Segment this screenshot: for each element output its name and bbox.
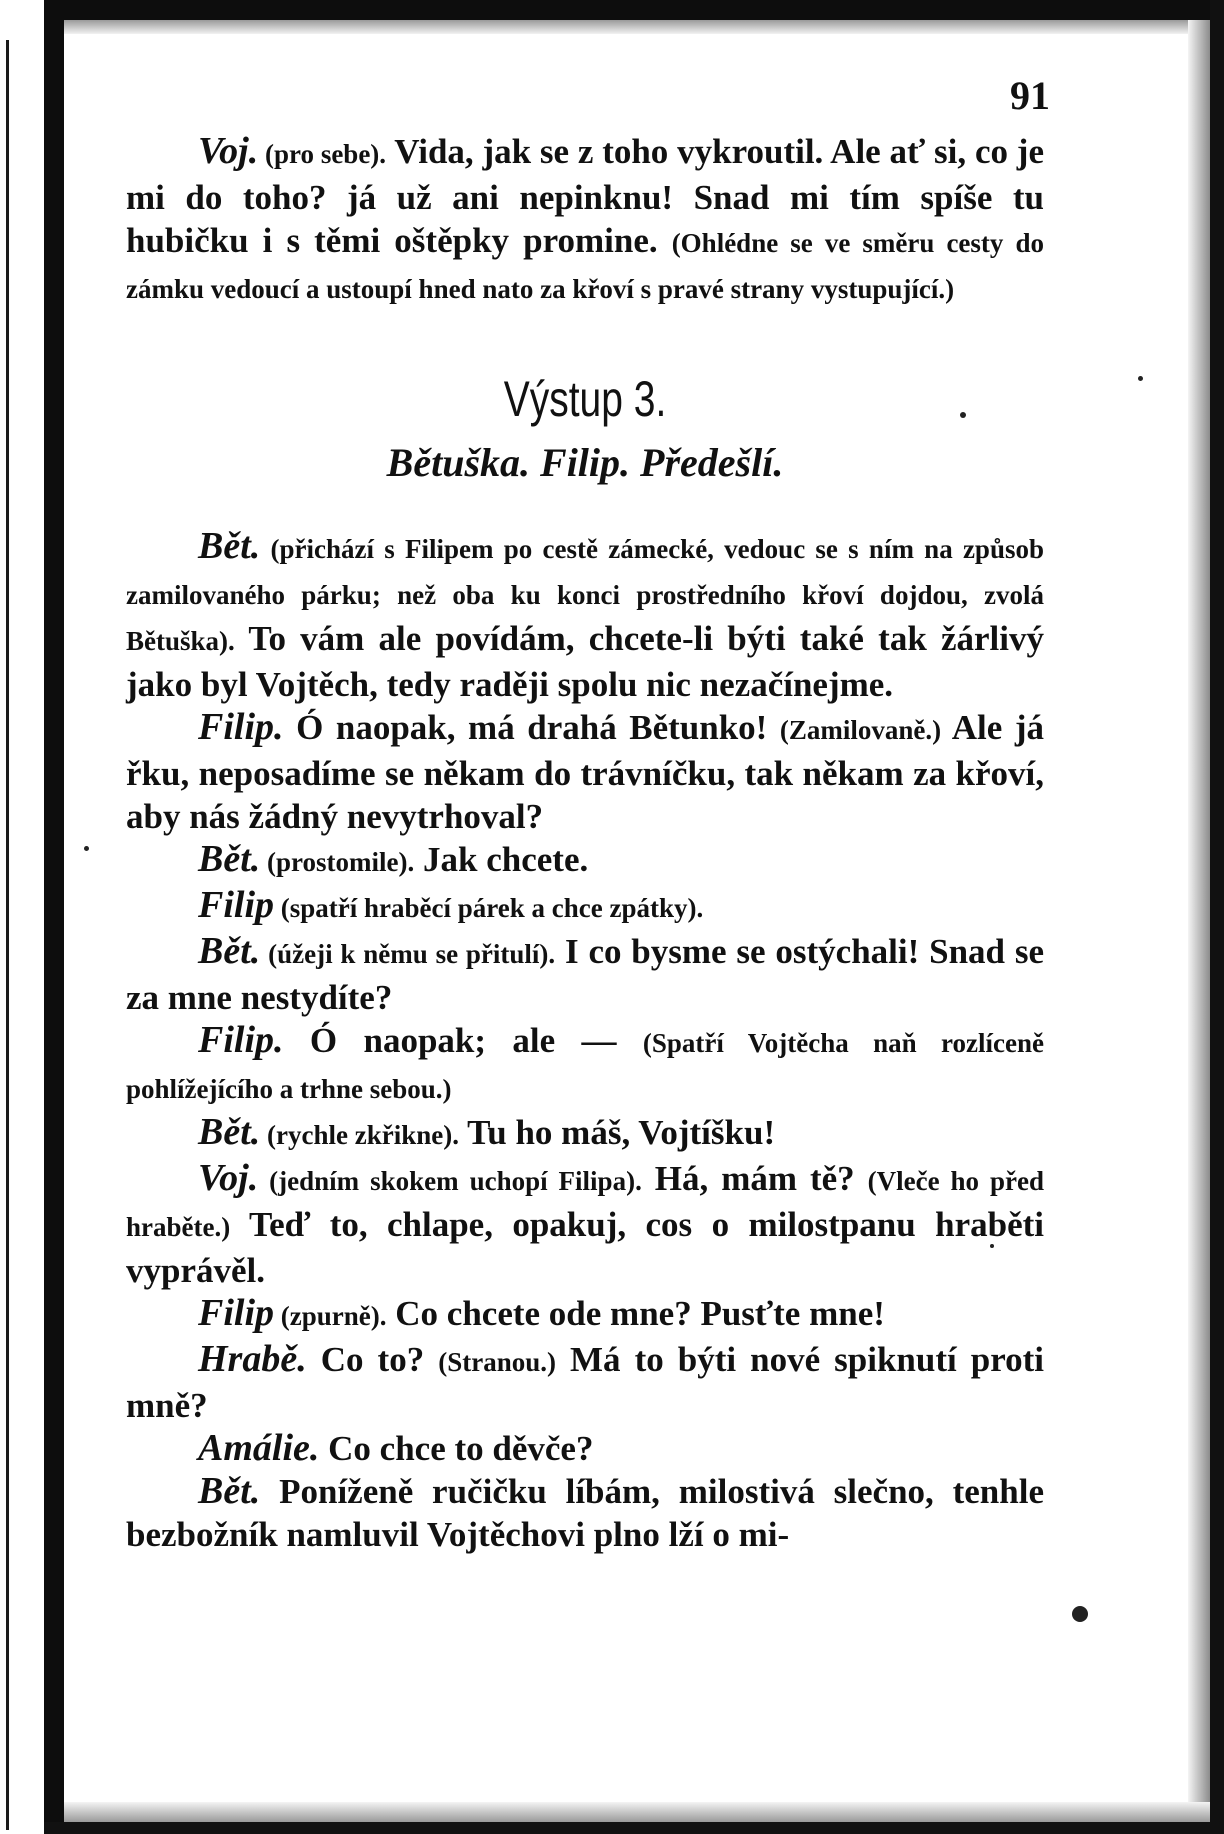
speaker-name: Bět.: [198, 930, 261, 972]
spoken-line: Tu ho máš, Vojtíšku!: [458, 1113, 776, 1152]
dialogue-paragraph: [126, 130, 1044, 311]
spoken-line: Ó naopak, má drahá Bětunko!: [283, 708, 780, 747]
page-number: 91: [1010, 73, 1050, 118]
dialogue-paragraph: [126, 1019, 1044, 1111]
speaker-name: Bět.: [198, 1470, 261, 1512]
stage-direction: (spatří hraběcí párek a chce zpátky).: [274, 893, 704, 923]
spoken-line: Poníženě ručičku líbám, milostivá slečno, tenhle bezbožník namluvil Vojtěchovi plno lží o mi-: [126, 1472, 1044, 1554]
scan-edge-line: [6, 40, 9, 1830]
speaker-name: Filip: [198, 1292, 275, 1334]
dialogue-paragraph: [126, 525, 1044, 706]
stage-direction: (přichází s Filipem po cestě zámecké, vedouc se s ním na způsob zamilovaného párku; než oba ku konci prostředního křoví dojdou, zvolá Bětuška).: [126, 534, 1044, 656]
scan-border-bottom: [44, 1822, 1224, 1834]
speaker-name: Voj.: [198, 130, 259, 172]
stage-direction: (jedním skokem uchopí Filipa).: [258, 1166, 642, 1196]
speaker-name: Amálie.: [198, 1427, 320, 1469]
scan-border-top: [44, 0, 1224, 20]
spoken-line: I co bysme se ostýchali! Snad se za mne nestydíte?: [126, 932, 1044, 1017]
dialogue-paragraph: [126, 1111, 1044, 1157]
scan-shadow-right: [1188, 20, 1210, 1834]
speaker-name: Bět.: [198, 525, 261, 567]
speaker-name: Filip: [198, 884, 275, 926]
spoken-line: Há, mám tě?: [641, 1159, 868, 1198]
speaker-name: Hrabě.: [198, 1338, 307, 1380]
spoken-line: Vida, jak se z toho vykroutil. Ale ať si, co je mi do toho? já už ani nepinknu! Snad mi tím spíše tu hubičku i s těmi oštěpky promine.: [126, 132, 1044, 260]
cast-line: Bětuška. Filip. Předešlí.: [386, 440, 784, 485]
spoken-line: Jak chcete.: [414, 840, 589, 879]
stage-direction: (Stranou.): [438, 1347, 556, 1377]
dialogue-paragraph: [126, 838, 1044, 884]
scene-heading: Výstup 3.: [503, 371, 667, 427]
speaker-name: Voj.: [198, 1157, 259, 1199]
stage-direction: (pro sebe).: [258, 139, 387, 169]
dialogue-paragraph: [126, 1470, 1044, 1556]
dialogue-paragraph: [126, 930, 1044, 1019]
stage-direction: (úžeji k němu se přitulí).: [260, 939, 556, 969]
dialogue-paragraph: [126, 884, 1044, 930]
dialogue-paragraph: [126, 1292, 1044, 1338]
stage-direction: (Vleče ho před hraběte.): [126, 1166, 1044, 1242]
stage-direction: (rychle zkřikne).: [260, 1120, 459, 1150]
stage-direction: (Zamilovaně.): [779, 715, 942, 745]
speaker-name: Bět.: [198, 838, 261, 880]
speaker-name: Filip.: [198, 706, 284, 748]
dialogue-paragraph: [126, 1157, 1044, 1292]
scan-border-right: [1210, 0, 1224, 1834]
ink-speck: [84, 846, 89, 851]
dialogue-paragraph: [126, 706, 1044, 838]
spoken-line: Ale já řku, neposadíme se někam do trávníčku, tak někam za křoví, aby nás žádný nevytrhoval?: [126, 708, 1044, 836]
dialogue-block-main: [126, 525, 1044, 1556]
spoken-line: Ó naopak; ale —: [283, 1021, 643, 1060]
stage-direction: (zpurně).: [274, 1301, 387, 1331]
ink-speck: [1072, 1606, 1088, 1622]
page-text: [126, 130, 1044, 1556]
speaker-name: Bět.: [198, 1111, 261, 1153]
scan-shadow-top: [64, 20, 1224, 34]
stage-direction: (Ohlédne se ve směru cesty do zámku vedoucí a ustoupí hned nato za křoví s pravé strany vystupující.): [126, 228, 1044, 304]
scan-border-left: [44, 0, 64, 1834]
spoken-line: Má to býti nové spiknutí proti mně?: [126, 1340, 1044, 1425]
spoken-line: Co chcete ode mne? Pusťte mne!: [386, 1294, 885, 1333]
stage-direction: (prostomile).: [260, 847, 415, 877]
spoken-line: To vám ale povídám, chcete-li býti také tak žárlivý jako byl Vojtěch, tedy raději spolu nic nezačínejme.: [126, 619, 1044, 704]
speaker-name: Filip.: [198, 1019, 284, 1061]
stage-direction: (Spatří Vojtěcha naň rozlíceně pohlížejícího a trhne sebou.): [126, 1028, 1044, 1104]
dialogue-paragraph: [126, 1338, 1044, 1427]
dialogue-block-top: [126, 130, 1044, 311]
ink-speck: [1138, 376, 1143, 381]
spoken-line: Teď to, chlape, opakuj, cos o milostpanu hraběti vyprávěl.: [126, 1205, 1044, 1290]
scan-shadow-bottom: [64, 1802, 1210, 1822]
spoken-line: Co chce to děvče?: [319, 1429, 594, 1468]
spoken-line: Co to?: [306, 1340, 439, 1379]
dialogue-paragraph: [126, 1427, 1044, 1470]
